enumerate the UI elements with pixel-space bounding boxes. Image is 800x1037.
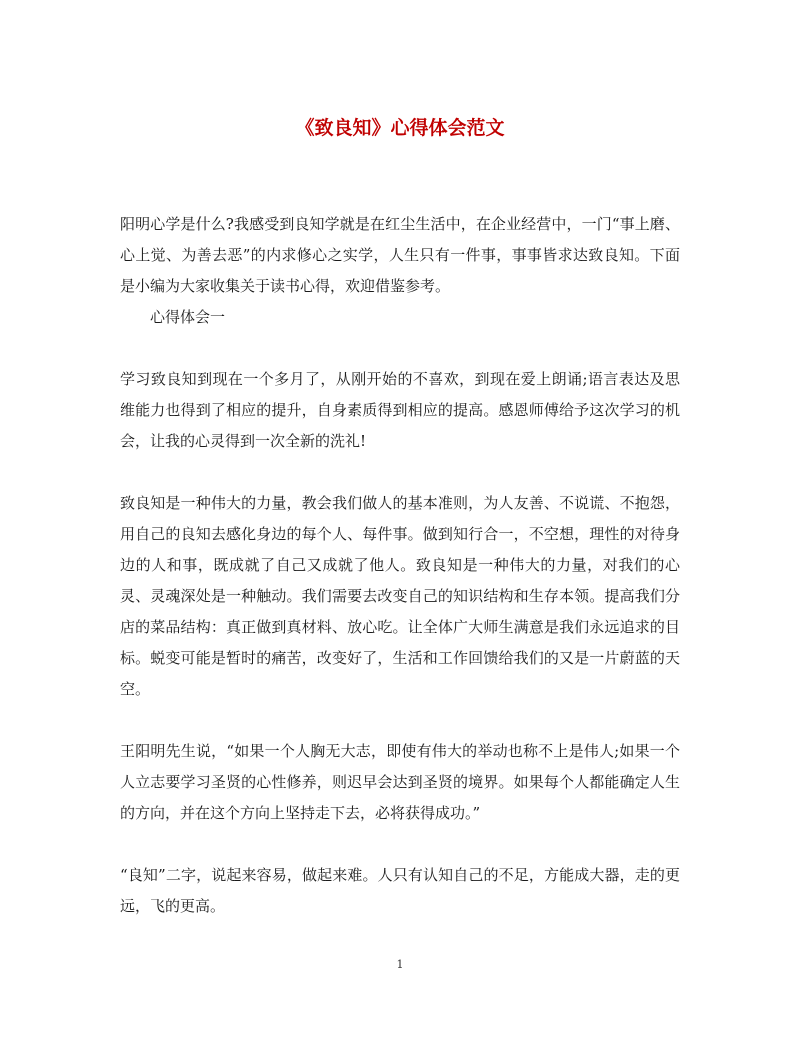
page-number: 1 — [396, 958, 404, 971]
body-paragraph-4: “良知”二字，说起来容易，做起来难。人只有认知自己的不足，方能成大器，走的更远，飞的更高。 — [120, 866, 680, 915]
paragraph-gap — [120, 829, 680, 860]
paragraph-gap — [120, 457, 680, 488]
document-body — [120, 209, 680, 922]
paragraph-gap — [120, 705, 680, 736]
paragraph-gap — [120, 333, 680, 364]
document-title: 《致良知》心得体会范文 — [295, 117, 505, 139]
section-heading: 心得体会一 — [150, 308, 226, 326]
body-paragraph-3: 王阳明先生说，“如果一个人胸无大志，即使有伟大的举动也称不上是伟人;如果一个人立志要学习圣贤的心性修养，则迟早会达到圣贤的境界。如果每个人都能确定人生的方向，并在这个方向上坚持走下去，必将获得成功。” — [120, 742, 680, 822]
body-paragraph-1: 学习致良知到现在一个多月了，从刚开始的不喜欢，到现在爱上朗诵;语言表达及思维能力也得到了相应的提升，自身素质得到相应的提高。感恩师傅给予这次学习的机会，让我的心灵得到一次全新的洗礼! — [120, 370, 680, 450]
body-paragraph-2: 致良知是一种伟大的力量，教会我们做人的基本准则，为人友善、不说谎、不抱怨，用自己的良知去感化身边的每个人、每件事。做到知行合一，不空想，理性的对待身边的人和事，既成就了自己又成就了他人。致良知是一种伟大的力量，对我们的心灵、灵魂深处是一种触动。我们需要去改变自己的知识结构和生存本领。提高我们分店的菜品结构：真正做到真材料、放心吃。让全体广大师生满意是我们永远追求的目标。蜕变可能是暂时的痛苦，改变好了，生活和工作回馈给我们的又是一片蔚蓝的天空。 — [120, 494, 680, 698]
intro-paragraph: 阳明心学是什么?我感受到良知学就是在红尘生活中，在企业经营中，一门“事上磨、心上觉、为善去恶”的内求修心之实学，人生只有一件事，事事皆求达致良知。下面是小编为大家收集关于读书心得，欢迎借鉴参考。 — [120, 215, 680, 295]
